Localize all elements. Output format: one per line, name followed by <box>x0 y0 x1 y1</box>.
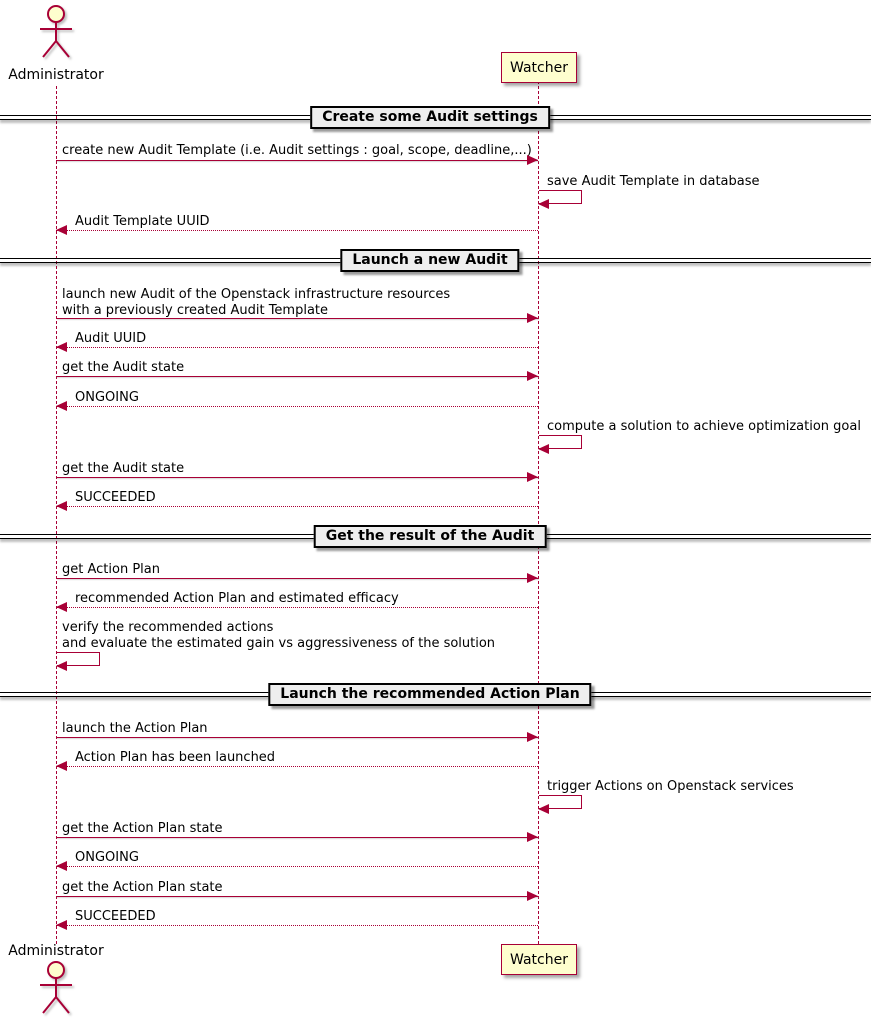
self-message-arrow <box>539 190 582 204</box>
arrowhead-left-icon <box>56 401 67 411</box>
message-label: ONGOING <box>75 850 139 865</box>
message-label: save Audit Template in database <box>547 174 760 189</box>
self-message-arrow <box>539 795 582 809</box>
participant-label: Watcher <box>510 59 568 76</box>
divider-label: Launch a new Audit <box>352 252 508 268</box>
message-arrow <box>56 477 538 478</box>
message-arrow <box>56 925 538 926</box>
arrowhead-right-icon <box>527 155 538 165</box>
message-arrow <box>56 896 538 897</box>
arrowhead-left-icon <box>538 804 549 814</box>
section-divider <box>268 683 591 706</box>
message-arrow <box>56 376 538 377</box>
lifeline-watcher <box>538 81 539 944</box>
section-divider <box>340 249 519 272</box>
message-arrow <box>56 737 538 738</box>
arrowhead-right-icon <box>527 371 538 381</box>
section-divider <box>310 106 550 129</box>
message-arrow <box>56 866 538 867</box>
message-arrow <box>56 347 538 348</box>
arrowhead-left-icon <box>56 761 67 771</box>
arrowhead-left-icon <box>56 501 67 511</box>
section-divider <box>314 525 547 548</box>
message-label: get the Action Plan state <box>62 880 223 895</box>
self-message-arrow <box>539 435 582 449</box>
message-line: verify the recommended actions <box>62 620 274 635</box>
message-label: Audit UUID <box>75 331 147 346</box>
message-label: launch the Action Plan <box>62 721 208 736</box>
arrowhead-left-icon <box>56 602 67 612</box>
message-label: get the Audit state <box>62 360 185 375</box>
message-label: get Action Plan <box>62 562 160 577</box>
divider-label: Get the result of the Audit <box>325 528 535 544</box>
message-label: ONGOING <box>75 390 139 405</box>
arrowhead-left-icon <box>56 920 67 930</box>
divider-label: Create some Audit settings <box>322 109 538 125</box>
actor-label-administrator-bottom: Administrator <box>8 943 104 959</box>
lifeline-administrator <box>56 86 57 944</box>
actor-icon <box>36 960 76 1018</box>
arrowhead-right-icon <box>527 313 538 323</box>
message-line: with a previously created Audit Template <box>62 303 329 318</box>
message-arrow <box>56 160 538 161</box>
message-label: recommended Action Plan and estimated efficacy <box>75 591 399 606</box>
arrowhead-right-icon <box>527 832 538 842</box>
participant-watcher-top <box>501 52 577 83</box>
message-label: SUCCEEDED <box>75 909 156 924</box>
message-line: launch new Audit of the Openstack infrastructure resources <box>62 287 451 302</box>
message-arrow <box>56 406 538 407</box>
message-arrow <box>56 230 538 231</box>
arrowhead-left-icon <box>56 225 67 235</box>
arrowhead-right-icon <box>527 573 538 583</box>
message-label: SUCCEEDED <box>75 490 156 505</box>
arrowhead-left-icon <box>538 444 549 454</box>
message-label <box>62 620 495 652</box>
message-label: get the Audit state <box>62 461 185 476</box>
message-label: Action Plan has been launched <box>75 750 276 765</box>
participant-watcher-bottom <box>501 944 577 975</box>
arrowhead-right-icon <box>527 891 538 901</box>
message-label: trigger Actions on Openstack services <box>547 779 794 794</box>
message-label: Audit Template UUID <box>75 214 210 229</box>
message-arrow <box>56 607 538 608</box>
divider-label: Launch the recommended Action Plan <box>280 686 580 702</box>
message-label: create new Audit Template (i.e. Audit settings : goal, scope, deadline,...) <box>62 143 532 158</box>
arrowhead-left-icon <box>56 861 67 871</box>
message-label: get the Action Plan state <box>62 821 223 836</box>
actor-label-administrator-top: Administrator <box>8 67 104 83</box>
actor-icon <box>36 4 76 62</box>
message-arrow <box>56 837 538 838</box>
message-label: compute a solution to achieve optimization goal <box>547 419 861 434</box>
message-arrow <box>56 318 538 319</box>
participant-label: Watcher <box>510 951 568 968</box>
arrowhead-left-icon <box>56 661 67 671</box>
message-label <box>62 287 450 319</box>
message-arrow <box>56 766 538 767</box>
message-arrow <box>56 506 538 507</box>
message-line: and evaluate the estimated gain vs aggressiveness of the solution <box>62 636 496 651</box>
self-message-arrow <box>57 652 100 666</box>
arrowhead-left-icon <box>538 199 549 209</box>
arrowhead-left-icon <box>56 342 67 352</box>
arrowhead-right-icon <box>527 472 538 482</box>
arrowhead-right-icon <box>527 732 538 742</box>
message-arrow <box>56 578 538 579</box>
